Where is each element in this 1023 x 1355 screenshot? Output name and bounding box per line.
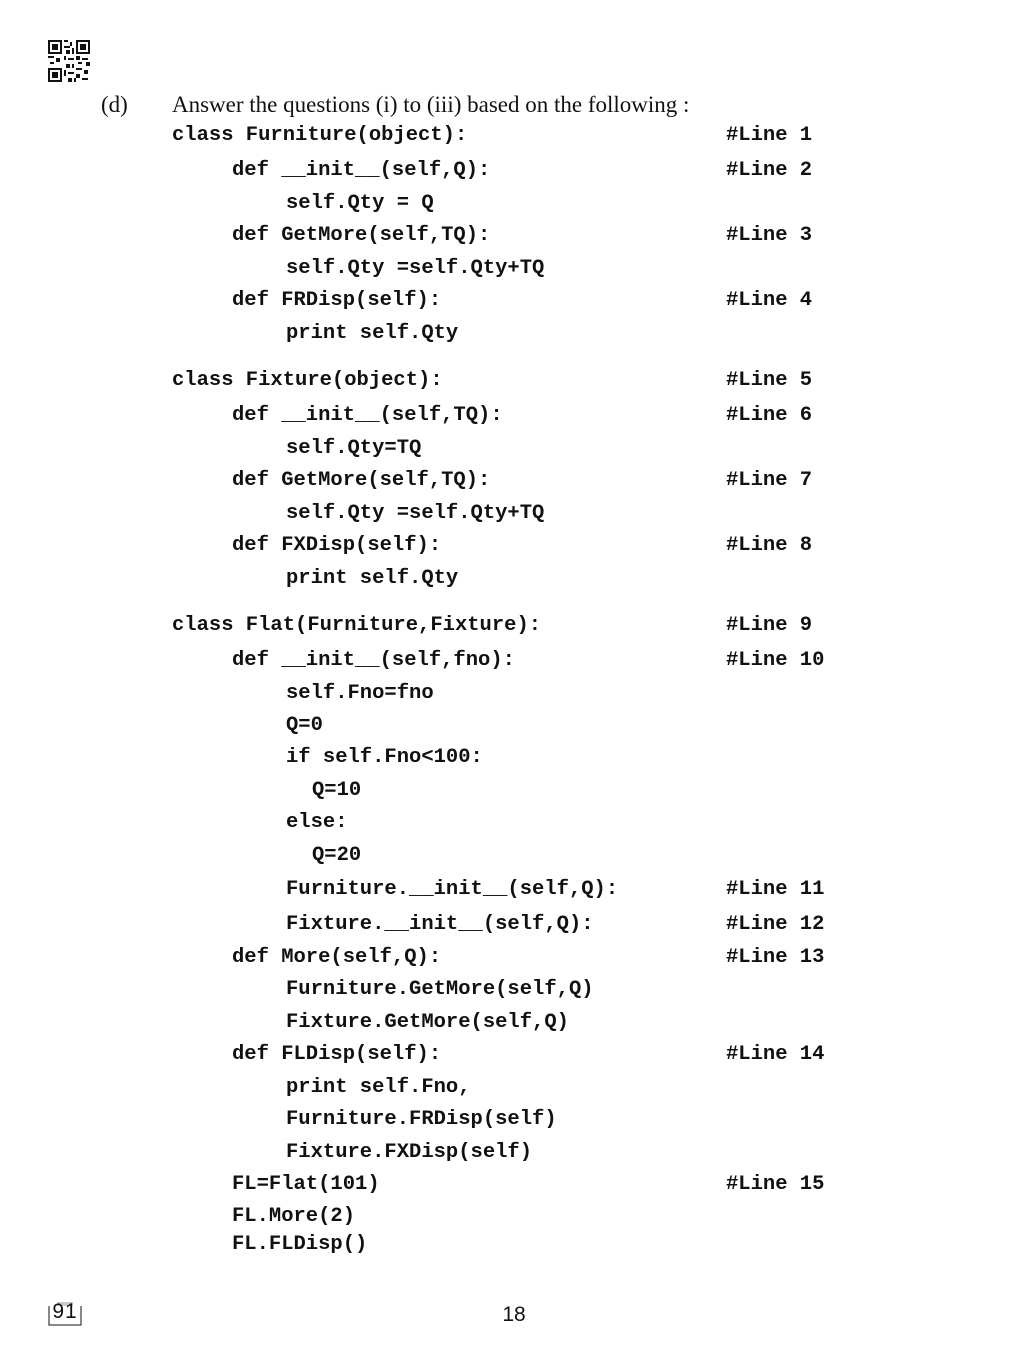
code-line: self.Qty =self.Qty+TQ xyxy=(286,502,545,525)
code-line: Fixture.FXDisp(self) xyxy=(286,1141,533,1164)
page-number: 18 xyxy=(502,1303,526,1326)
line-comment: #Line 7 xyxy=(726,469,813,492)
code-line: def __init__(self,Q): xyxy=(232,159,491,182)
code-line: print self.Qty xyxy=(286,322,459,345)
qr-code-icon xyxy=(48,40,90,82)
code-line: class Furniture(object): xyxy=(172,124,468,147)
code-line: self.Qty = Q xyxy=(286,192,434,215)
line-comment: #Line 9 xyxy=(726,614,813,637)
code-line: class Fixture(object): xyxy=(172,369,443,392)
code-line: def FLDisp(self): xyxy=(232,1043,442,1066)
line-comment: #Line 8 xyxy=(726,534,813,557)
code-line: FL.More(2) xyxy=(232,1205,356,1228)
line-comment: #Line 11 xyxy=(726,878,825,901)
code-line: def __init__(self,fno): xyxy=(232,649,515,672)
question-label: (d) xyxy=(101,92,128,117)
code-line: Furniture.__init__(self,Q): xyxy=(286,878,619,901)
line-comment: #Line 2 xyxy=(726,159,813,182)
code-line: self.Fno=fno xyxy=(286,682,434,705)
line-comment: #Line 14 xyxy=(726,1043,825,1066)
code-line: Q=0 xyxy=(286,714,323,737)
code-line: Q=20 xyxy=(312,844,362,867)
paper-code: 91 xyxy=(52,1300,78,1323)
code-line: print self.Qty xyxy=(286,567,459,590)
code-line: self.Qty =self.Qty+TQ xyxy=(286,257,545,280)
code-line: else: xyxy=(286,811,348,834)
code-line: def FXDisp(self): xyxy=(232,534,442,557)
code-line: if self.Fno<100: xyxy=(286,746,483,769)
line-comment: #Line 1 xyxy=(726,124,813,147)
line-comment: #Line 12 xyxy=(726,913,825,936)
code-line: self.Qty=TQ xyxy=(286,437,422,460)
code-line: def __init__(self,TQ): xyxy=(232,404,503,427)
code-line: Fixture.__init__(self,Q): xyxy=(286,913,594,936)
line-comment: #Line 15 xyxy=(726,1173,825,1196)
code-line: def GetMore(self,TQ): xyxy=(232,224,491,247)
code-line: class Flat(Furniture,Fixture): xyxy=(172,614,542,637)
question-intro: Answer the questions (i) to (iii) based on the following : xyxy=(172,92,690,117)
line-comment: #Line 10 xyxy=(726,649,825,672)
line-comment: #Line 4 xyxy=(726,289,813,312)
code-line: Q=10 xyxy=(312,779,362,802)
code-line: def More(self,Q): xyxy=(232,946,442,969)
code-line: print self.Fno, xyxy=(286,1076,471,1099)
code-line: Furniture.GetMore(self,Q) xyxy=(286,978,594,1001)
line-comment: #Line 5 xyxy=(726,369,813,392)
code-line: FL.FLDisp() xyxy=(232,1233,368,1256)
line-comment: #Line 3 xyxy=(726,224,813,247)
line-comment: #Line 13 xyxy=(726,946,825,969)
code-line: def FRDisp(self): xyxy=(232,289,442,312)
code-line: def GetMore(self,TQ): xyxy=(232,469,491,492)
line-comment: #Line 6 xyxy=(726,404,813,427)
code-line: Furniture.FRDisp(self) xyxy=(286,1108,557,1131)
code-line: Fixture.GetMore(self,Q) xyxy=(286,1011,569,1034)
code-line: FL=Flat(101) xyxy=(232,1173,380,1196)
